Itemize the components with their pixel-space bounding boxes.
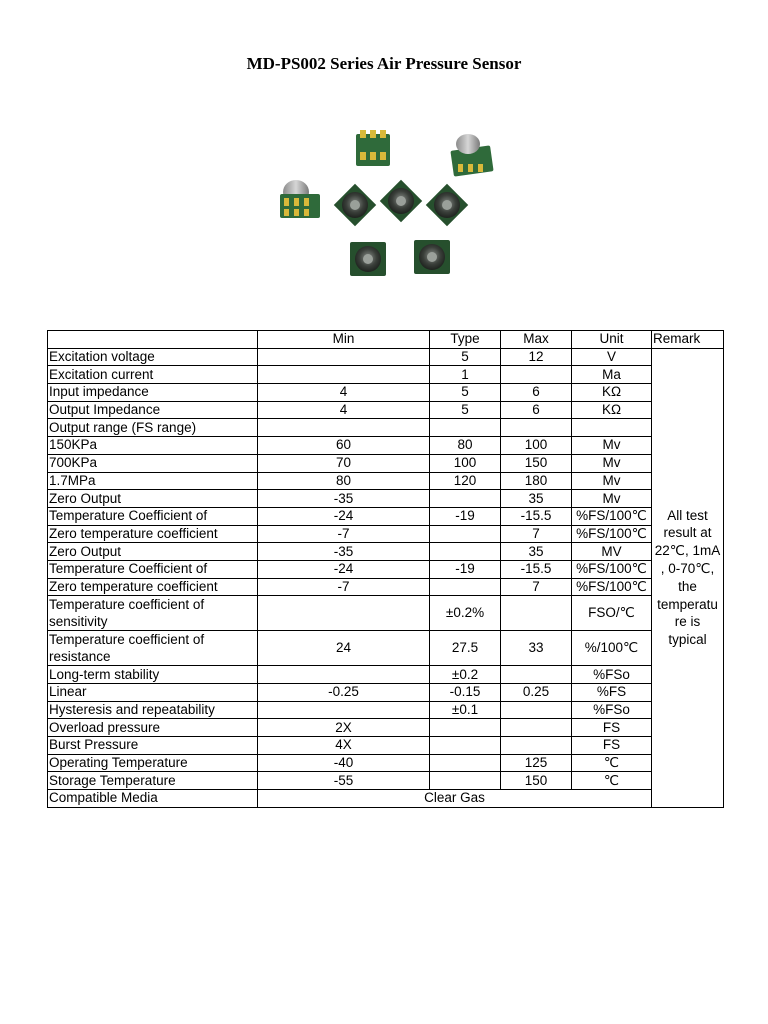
row-label: Excitation current <box>48 366 258 384</box>
table-row <box>48 737 724 755</box>
type-value <box>430 543 501 561</box>
row-label: Compatible Media <box>48 790 258 808</box>
max-value <box>501 719 572 737</box>
table-row <box>48 437 724 455</box>
sensor-chip-5 <box>380 180 422 222</box>
row-label: 1.7MPa <box>48 472 258 490</box>
unit-value: %FS/100℃ <box>572 578 652 596</box>
unit-value: FS <box>572 719 652 737</box>
min-value: 4X <box>258 737 430 755</box>
max-value: 7 <box>501 578 572 596</box>
sensor-chip-7 <box>350 242 386 276</box>
min-value: -24 <box>258 560 430 578</box>
row-label: Temperature Coefficient of <box>48 560 258 578</box>
type-value <box>430 754 501 772</box>
type-value: 1 <box>430 366 501 384</box>
max-value: 7 <box>501 525 572 543</box>
min-value: -35 <box>258 490 430 508</box>
min-value: 70 <box>258 454 430 472</box>
header-remark: Remark <box>652 331 724 349</box>
unit-value: Mv <box>572 490 652 508</box>
min-value <box>258 419 430 437</box>
remark-cell: All test result at 22℃, 1mA , 0-70℃, the temperatu re is typical <box>652 348 724 807</box>
sensor-chip-4 <box>334 184 376 226</box>
type-value: -19 <box>430 507 501 525</box>
table-row <box>48 472 724 490</box>
unit-value: %FS/100℃ <box>572 525 652 543</box>
max-value: 6 <box>501 384 572 402</box>
max-value: 35 <box>501 490 572 508</box>
page-title: MD-PS002 Series Air Pressure Sensor <box>246 54 522 73</box>
type-value: 5 <box>430 401 501 419</box>
type-value <box>430 772 501 790</box>
header-max: Max <box>501 331 572 349</box>
min-value: 4 <box>258 401 430 419</box>
table-row <box>48 490 724 508</box>
header-cell <box>48 331 258 349</box>
type-value: 100 <box>430 454 501 472</box>
type-value: -19 <box>430 560 501 578</box>
row-label: Output Impedance <box>48 401 258 419</box>
sensor-photo-graphic <box>272 126 496 286</box>
min-value: -40 <box>258 754 430 772</box>
table-row <box>48 596 724 631</box>
max-value: 0.25 <box>501 684 572 702</box>
table-row <box>48 701 724 719</box>
sensor-chip-8 <box>414 240 450 274</box>
row-label: 150KPa <box>48 437 258 455</box>
table-row-compatible-media <box>48 790 724 808</box>
min-value <box>258 366 430 384</box>
max-value <box>501 737 572 755</box>
max-value <box>501 666 572 684</box>
max-value: 150 <box>501 772 572 790</box>
table-row <box>48 454 724 472</box>
table-row <box>48 684 724 702</box>
sensor-chip-2 <box>450 134 493 177</box>
row-label: Operating Temperature <box>48 754 258 772</box>
max-value: -15.5 <box>501 507 572 525</box>
type-value: 27.5 <box>430 631 501 666</box>
row-label: Excitation voltage <box>48 348 258 366</box>
max-value: 6 <box>501 401 572 419</box>
sensor-chip-6 <box>426 184 468 226</box>
type-value: 80 <box>430 437 501 455</box>
max-value: 33 <box>501 631 572 666</box>
spec-table <box>47 330 724 808</box>
min-value: -24 <box>258 507 430 525</box>
table-row <box>48 666 724 684</box>
max-value: -15.5 <box>501 560 572 578</box>
table-row <box>48 507 724 525</box>
max-value: 12 <box>501 348 572 366</box>
table-row <box>48 401 724 419</box>
type-value: ±0.1 <box>430 701 501 719</box>
unit-value: %FS/100℃ <box>572 560 652 578</box>
unit-value: Mv <box>572 472 652 490</box>
min-value: 80 <box>258 472 430 490</box>
max-value: 150 <box>501 454 572 472</box>
type-value: ±0.2% <box>430 596 501 631</box>
min-value <box>258 701 430 719</box>
type-value <box>430 719 501 737</box>
row-label: Zero Output <box>48 543 258 561</box>
min-value: -35 <box>258 543 430 561</box>
min-value <box>258 596 430 631</box>
table-row <box>48 578 724 596</box>
unit-value: %FSo <box>572 701 652 719</box>
type-value <box>430 419 501 437</box>
table-header-row <box>48 331 724 349</box>
table-row <box>48 525 724 543</box>
max-value <box>501 366 572 384</box>
type-value: 5 <box>430 348 501 366</box>
max-value: 35 <box>501 543 572 561</box>
row-label: Temperature coefficient of sensitivity <box>48 596 258 631</box>
min-value: 24 <box>258 631 430 666</box>
header-unit: Unit <box>572 331 652 349</box>
header-type: Type <box>430 331 501 349</box>
sensor-product-photo <box>272 126 496 286</box>
type-value: -0.15 <box>430 684 501 702</box>
table-row <box>48 754 724 772</box>
unit-value: %FS/100℃ <box>572 507 652 525</box>
type-value: 5 <box>430 384 501 402</box>
unit-value: MV <box>572 543 652 561</box>
unit-value <box>572 419 652 437</box>
unit-value: %/100℃ <box>572 631 652 666</box>
unit-value: FS <box>572 737 652 755</box>
type-value <box>430 490 501 508</box>
min-value: -0.25 <box>258 684 430 702</box>
sensor-chip-1 <box>356 130 390 166</box>
row-label: Zero Output <box>48 490 258 508</box>
min-value: -7 <box>258 578 430 596</box>
table-row <box>48 543 724 561</box>
row-label: Temperature coefficient of resistance <box>48 631 258 666</box>
table-row <box>48 560 724 578</box>
max-value: 180 <box>501 472 572 490</box>
type-value <box>430 737 501 755</box>
row-label: Long-term stability <box>48 666 258 684</box>
type-value: 120 <box>430 472 501 490</box>
type-value <box>430 525 501 543</box>
min-value: 60 <box>258 437 430 455</box>
min-value: -55 <box>258 772 430 790</box>
table-row <box>48 384 724 402</box>
unit-value: %FSo <box>572 666 652 684</box>
row-label: Input impedance <box>48 384 258 402</box>
row-label: Temperature Coefficient of <box>48 507 258 525</box>
table-row <box>48 772 724 790</box>
min-value: -7 <box>258 525 430 543</box>
unit-value: Mv <box>572 454 652 472</box>
type-value <box>430 578 501 596</box>
max-value <box>501 596 572 631</box>
min-value <box>258 348 430 366</box>
row-label: 700KPa <box>48 454 258 472</box>
table-row <box>48 719 724 737</box>
unit-value: Mv <box>572 437 652 455</box>
table-row <box>48 348 724 366</box>
min-value <box>258 666 430 684</box>
unit-value: %FS <box>572 684 652 702</box>
table-row <box>48 366 724 384</box>
row-label: Overload pressure <box>48 719 258 737</box>
sensor-chip-3 <box>280 180 320 218</box>
unit-value: KΩ <box>572 384 652 402</box>
min-value: 2X <box>258 719 430 737</box>
row-label: Zero temperature coefficient <box>48 525 258 543</box>
header-min: Min <box>258 331 430 349</box>
unit-value: V <box>572 348 652 366</box>
type-value: ±0.2 <box>430 666 501 684</box>
table-row <box>48 419 724 437</box>
max-value: 125 <box>501 754 572 772</box>
unit-value: ℃ <box>572 772 652 790</box>
max-value <box>501 701 572 719</box>
unit-value: FSO/℃ <box>572 596 652 631</box>
row-label: Storage Temperature <box>48 772 258 790</box>
max-value <box>501 419 572 437</box>
max-value: 100 <box>501 437 572 455</box>
unit-value: KΩ <box>572 401 652 419</box>
row-label: Output range (FS range) <box>48 419 258 437</box>
min-value: 4 <box>258 384 430 402</box>
row-label: Hysteresis and repeatability <box>48 701 258 719</box>
compatible-media-value: Clear Gas <box>258 790 652 808</box>
unit-value: ℃ <box>572 754 652 772</box>
row-label: Linear <box>48 684 258 702</box>
table-row <box>48 631 724 666</box>
unit-value: Ma <box>572 366 652 384</box>
row-label: Burst Pressure <box>48 737 258 755</box>
row-label: Zero temperature coefficient <box>48 578 258 596</box>
